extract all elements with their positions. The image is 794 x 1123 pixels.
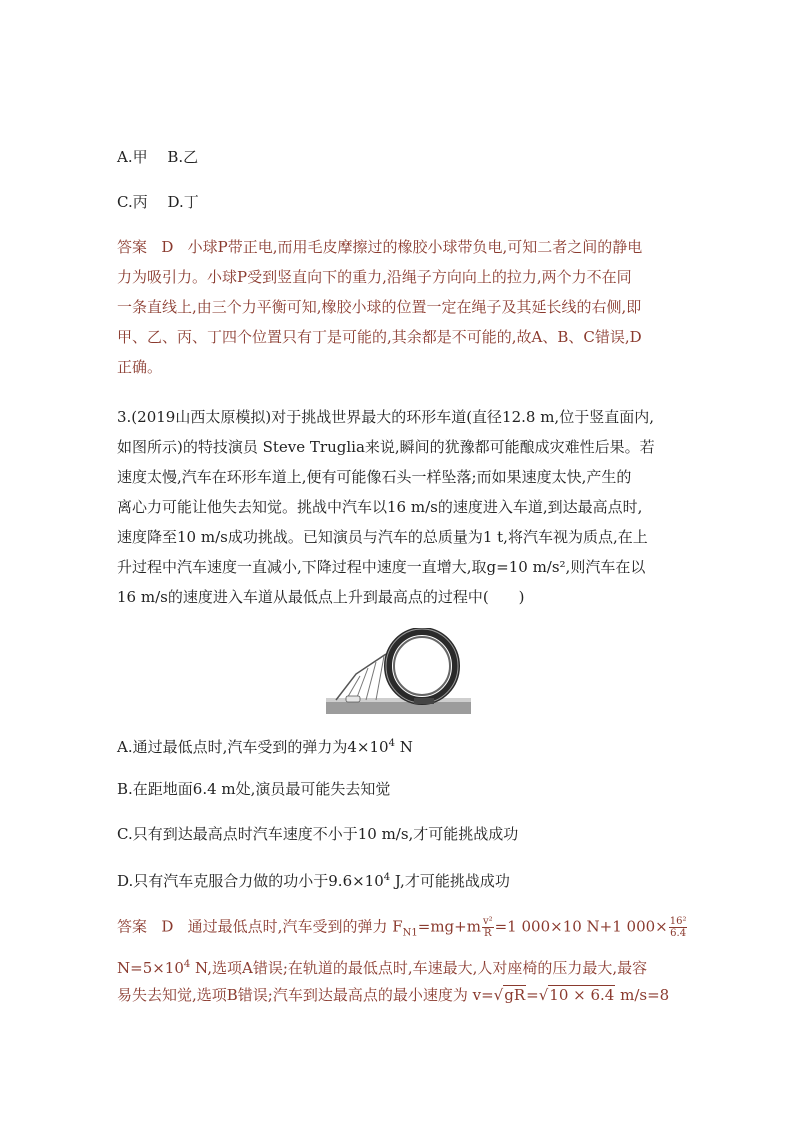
answer-choice: D xyxy=(161,238,174,256)
question-3-line-6: 升过程中汽车速度一直减小,下降过程中速度一直增大,取g=10 m/s²,则汽车在以 xyxy=(117,558,646,576)
answer-2-line-3: 易失去知觉,选项B错误;汽车到达最高点的最小速度为 v=√gR=√10 × 6.4 m/s=8 xyxy=(117,986,670,1004)
question-3-line-7: 16 m/s的速度进入车道从最低点上升到最高点的过程中( ) xyxy=(117,588,525,606)
answer-1-line-3: 一条直线上,由三个力平衡可知,橡胶小球的位置一定在绳子及其延长线的右侧,即 xyxy=(117,298,642,316)
option-line-ab: A.甲 B.乙 xyxy=(117,148,199,166)
option-c: C.只有到达最高点时汽车速度不小于10 m/s,才可能挑战成功 xyxy=(117,825,519,843)
answer-label: 答案 xyxy=(117,238,148,256)
answer-1-line-5: 正确。 xyxy=(117,358,163,376)
answer-text: 小球P带正电,而用毛皮摩擦过的橡胶小球带负电,可知二者之间的静电 xyxy=(187,238,643,256)
question-3-line-5: 速度降至10 m/s成功挑战。已知演员与汽车的总质量为1 t,将汽车视为质点,在上 xyxy=(117,528,648,546)
fraction-16sq-over-6-4: $\frac{\text{16²}}{6.4}$ xyxy=(669,916,687,939)
answer-label: 答案 xyxy=(117,917,148,936)
question-3-line-1: 3.(2019山西太原模拟)对于挑战世界最大的环形车道(直径12.8 m,位于竖直面内, xyxy=(117,408,654,426)
question-3-line-2: 如图所示)的特技演员 Steve Truglia来说,瞬间的犹豫都可能酿成灾难性后果。若 xyxy=(117,438,655,456)
answer-1-line-1 xyxy=(117,237,642,257)
option-line-cd: C.丙 D.丁 xyxy=(117,193,199,211)
option-b: B.在距地面6.4 m处,演员最可能失去知觉 xyxy=(117,780,391,798)
option-d: D.只有汽车克服合力做的功小于$9.6\times 10^4$ J,才可能挑战成功 xyxy=(117,872,510,890)
answer-choice: D xyxy=(161,917,174,936)
fraction-v2-over-r: $\frac{\text{v²}}{R}$ xyxy=(482,916,493,939)
answer-2-line-2: $N=5\times 10^4$ N,选项A错误;在轨道的最低点时,车速最大,人对座椅的压力最大,最容 xyxy=(117,959,648,977)
answer-1-line-2: 力为吸引力。小球P受到竖直向下的重力,沿绳子方向向上的拉力,两个力不在同 xyxy=(117,268,632,286)
question-3-line-3: 速度太慢,汽车在环形车道上,便有可能像石头一样坠落;而如果速度太快,产生的 xyxy=(117,468,632,486)
loop-track-photo xyxy=(326,628,471,714)
option-a: A.通过最低点时,汽车受到的弹力为$4\times 10^4$ N xyxy=(117,738,413,756)
answer-1-line-4: 甲、乙、丙、丁四个位置只有丁是可能的,其余都是不可能的,故A、B、C错误,D xyxy=(117,328,642,346)
answer-2-line-1: 答案 D 通过最低点时,汽车受到的弹力 $F_{N1}=mg+m$ $\frac{\text{v²}}{R}$ =1 000×10 N+1 000× $\frac{\text{16²}}{6.4}$ xyxy=(117,916,687,939)
question-3-line-4: 离心力可能让他失去知觉。挑战中汽车以16 m/s的速度进入车道,到达最高点时, xyxy=(117,498,643,516)
